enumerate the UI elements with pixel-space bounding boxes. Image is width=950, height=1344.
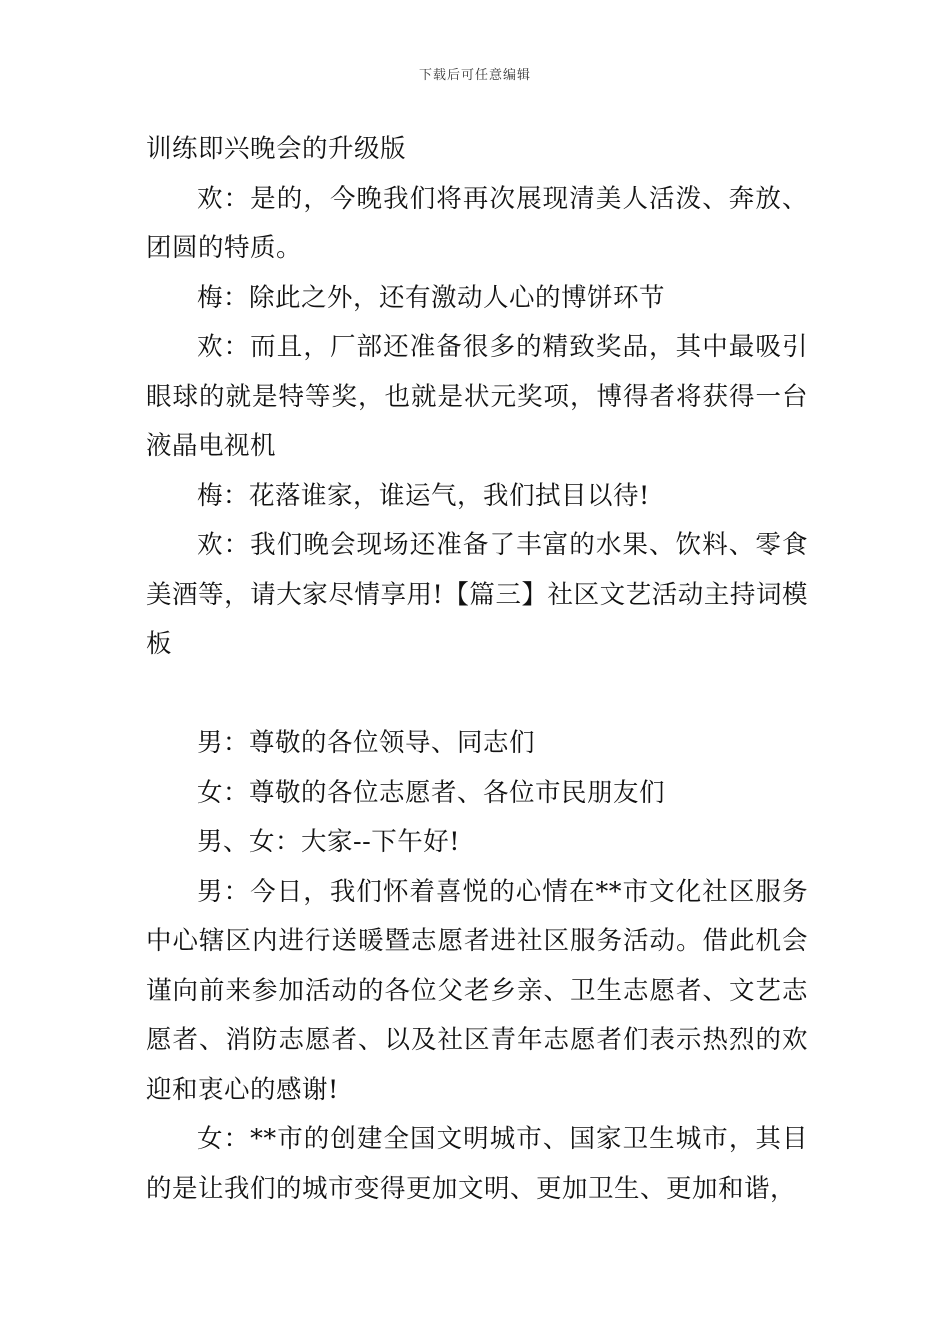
paragraph-mei-1: 梅：除此之外，还有激动人心的博饼环节 (197, 282, 666, 313)
paragraph-huan-1: 欢：是的，今晚我们将再次展现清美人活泼、奔放、团圆的特质。 (146, 183, 808, 263)
paragraph-huan-2: 欢：而且，厂部还准备很多的精致奖品，其中最吸引眼球的就是特等奖，也就是状元奖项，博得者将获得一台液晶电视机 (146, 332, 808, 461)
paragraph-huan-3: 欢：我们晚会现场还准备了丰富的水果、饮料、零食美酒等，请大家尽情享用!【篇三】社区文艺活动主持词模板 (146, 530, 808, 659)
paragraph-female-1: 女：尊敬的各位志愿者、各位市民朋友们 (197, 777, 666, 808)
paragraph-mei-2: 梅：花落谁家，谁运气，我们拭目以待! (197, 480, 650, 511)
paragraph-female-2: 女：**市的创建全国文明城市、国家卫生城市，其目的是让我们的城市变得更加文明、更加卫生、更加和谐， (146, 1124, 808, 1204)
paragraph-male-2: 男：今日，我们怀着喜悦的心情在**市文化社区服务中心辖区内进行送暖暨志愿者进社区服务活动。借此机会谨向前来参加活动的各位父老乡亲、卫生志愿者、文艺志愿者、消防志愿者、以及社区青年志愿者们表示热烈的欢迎和衷心的感谢! (146, 876, 808, 1105)
paragraph-male-1: 男：尊敬的各位领导、同志们 (197, 728, 536, 758)
paragraph-both-1: 男、女：大家--下午好! (197, 827, 460, 857)
blank-line (146, 670, 808, 720)
page-header-note: 下载后可任意编辑 (418, 68, 531, 83)
paragraph-continuation: 训练即兴晚会的升级版 (146, 134, 407, 164)
document-body (146, 125, 808, 1214)
